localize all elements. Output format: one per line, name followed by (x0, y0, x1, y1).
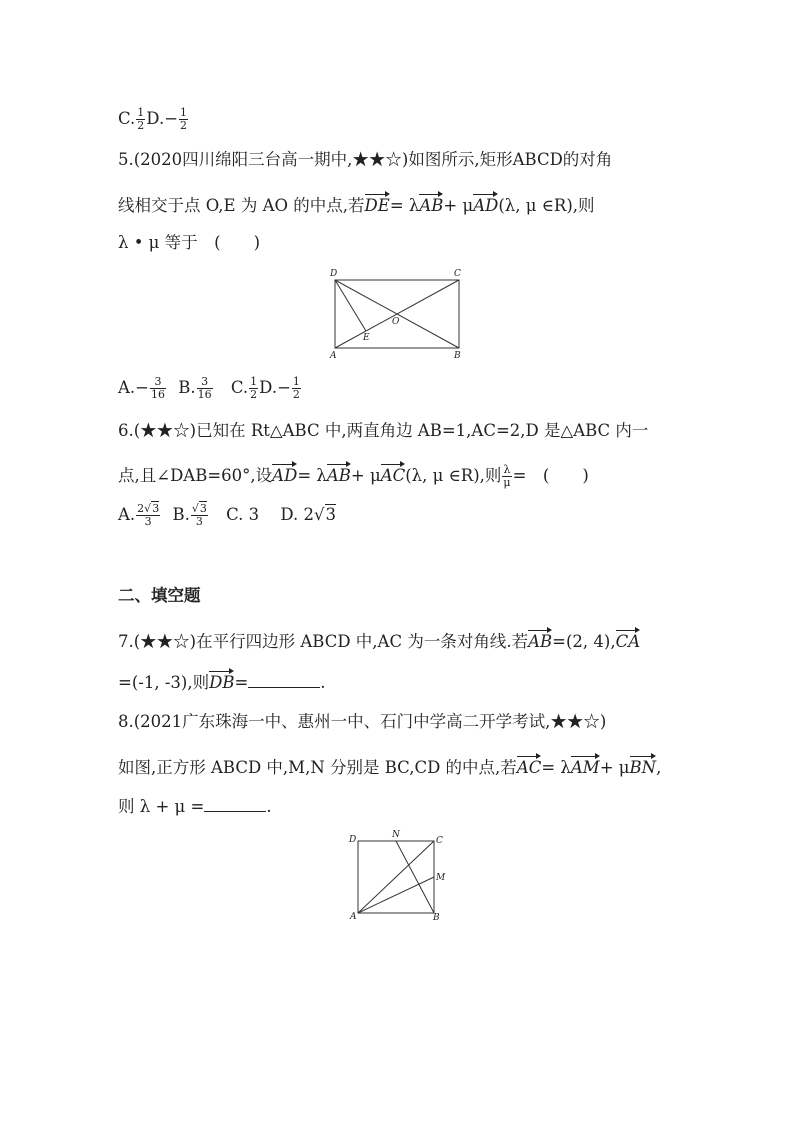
label-e: E (363, 333, 370, 343)
q5-rectangle-figure (326, 266, 468, 360)
label-a: A (350, 912, 357, 922)
label-d: D (349, 835, 357, 845)
q7-line-2: =(-1, -3),则DB= . (118, 669, 326, 693)
q5-line-3: λ • μ 等于 ( ) (118, 233, 261, 252)
label-c: C (436, 836, 443, 846)
q8-line-2: 如图,正方形 ABCD 中,M,N 分别是 BC,CD 的中点,若AC= λAM+ μBN, (118, 754, 661, 778)
q4-option-c-fraction: $\frac{1}{2}$ (137, 106, 145, 132)
label-d: D (330, 269, 338, 279)
q6-line-2: 点,且∠DAB=60°,设AD= λAB+ μAC(λ, μ ∈R),则 $\frac{\lambda}{\mu}$ = ( ) (118, 463, 589, 489)
label-n: N (392, 830, 400, 840)
q8-square-figure (346, 828, 450, 924)
label-c: C (454, 269, 461, 279)
q5-line-2: 线相交于点 O,E 为 AO 的中点,若DE= λAB+ μAD(λ, μ ∈R),则 (118, 192, 595, 216)
section-heading: 二、填空题 (118, 586, 201, 605)
vector-ca: CA (616, 628, 641, 652)
q8-answer-blank[interactable] (204, 797, 266, 812)
q6-option-c: C. 3 (226, 505, 260, 524)
vector-bn: BN (630, 754, 657, 778)
q8-line-3: 则 λ + μ = . (118, 797, 272, 816)
q6-option-d-radicand: 3 (325, 505, 337, 524)
q4-option-c-label: C. (118, 109, 136, 128)
vector-ab: AB (528, 628, 552, 652)
vector-ad: AD (473, 192, 498, 216)
q4-options-tail: C. $\frac{1}{2}$ D.− $\frac{1}{2}$ (118, 106, 188, 132)
q4-option-d-label: D. (146, 109, 165, 128)
vector-ac: AC (517, 754, 542, 778)
q5-option-d-fraction: $\frac{1}{2}$ (292, 375, 300, 401)
vector-am: AM (571, 754, 600, 778)
vector-ac: AC (381, 462, 406, 486)
q4-option-d-fraction: $\frac{1}{2}$ (180, 106, 188, 132)
q6-option-b-fraction: $\frac{√3}{3}$ (191, 502, 207, 528)
label-m: M (436, 873, 446, 883)
vector-de: DE (365, 192, 390, 216)
q5-options: A.− $\frac{3}{16}$ B. $\frac{3}{16}$ C. $\frac{1}{2}$ D.− $\frac{1}{2}$ (118, 375, 300, 401)
vector-ab: AB (419, 192, 443, 216)
label-b: B (454, 351, 461, 360)
q5-option-b-fraction: $\frac{3}{16}$ (197, 375, 212, 401)
q6-options: A. $\frac{2√3}{3}$ B. $\frac{√3}{3}$ C. 3 D. 2√3 (118, 502, 337, 528)
vector-ad: AD (272, 462, 297, 486)
lambda-over-mu: $\frac{\lambda}{\mu}$ (503, 463, 511, 489)
vector-ab: AB (327, 462, 351, 486)
q6-option-a-fraction: $\frac{2√3}{3}$ (137, 502, 160, 528)
q8-line-1: 8.(2021广东珠海一中、惠州一中、石门中学高二开学考试,★★☆) (118, 712, 607, 731)
q5-option-c-fraction: $\frac{1}{2}$ (250, 375, 258, 401)
label-b: B (433, 913, 440, 923)
q5-option-a-fraction: $\frac{3}{16}$ (151, 375, 165, 401)
q6-line-1: 6.(★★☆)已知在 Rt△ABC 中,两直角边 AB=1,AC=2,D 是△ABC 内一 (118, 421, 649, 440)
vector-db: DB (209, 669, 234, 693)
q7-line-1: 7.(★★☆)在平行四边形 ABCD 中,AC 为一条对角线.若AB=(2, 4),CA (118, 628, 640, 652)
label-o: O (392, 317, 400, 327)
q5-line-1: 5.(2020四川绵阳三台高一期中,★★☆)如图所示,矩形ABCD的对角 (118, 150, 613, 169)
label-a: A (330, 351, 337, 360)
q7-answer-blank[interactable] (248, 673, 320, 688)
